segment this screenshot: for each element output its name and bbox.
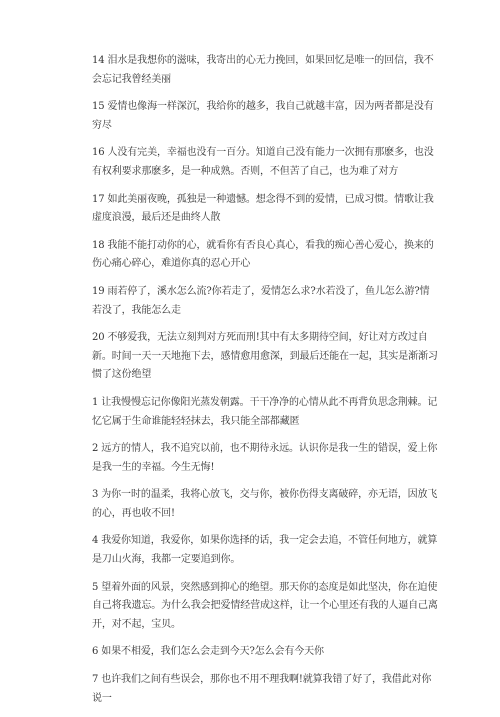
paragraph-4: 4 我爱你知道，我爱你，如果你选择的话，我一定会去追，不管任何地方，就算是刀山火海，我都一定要追到你。 [92, 535, 438, 566]
paragraph-19: 19 雨若停了，溪水怎么流?你若走了，爱情怎么求?水若没了，鱼儿怎么游?情若没了，我能怎么走 [92, 285, 430, 316]
paragraph-14: 14 泪水是我想你的滋味，我寄出的心无力挽回，如果回忆是唯一的回信，我不会忘记我曾经美丽 [92, 55, 434, 85]
paragraph-5: 5 望着外面的风景，突然感到抑心的绝望。那天你的态度是如此坚决，你在迫使自己将我遗忘。为什么我会把爱情经营成这样，让一个心里还有我的人逼自己离开，对不起，宝贝。 [92, 581, 438, 630]
paragraph-18: 18 我能不能打动你的心，就看你有否良心真心，看我的痴心善心爱心，换来的伤心痛心碎心，难道你真的忍心开心 [92, 239, 434, 270]
paragraph-15: 15 爱情也像海一样深沉，我给你的越多，我自己就越丰富，因为两者都是没有穷尽 [92, 101, 434, 131]
paragraph-20: 20 不够爱我，无法立刻判对方死而刑!其中有太多期待空间，好让对方改过自新。时间一天一天地拖下去，感情愈用愈深，到最后还能在一起，其实是渐渐习惯了这份绝望 [92, 332, 438, 381]
paragraph-7: 7 也许我们之间有些误会，那你也不用不理我啊!就算我错了好了，我借此对你说一 [92, 674, 432, 704]
document-body [92, 52, 438, 717]
paragraph-1: 1 让我慢慢忘记你像阳光蒸发朝露。干干净净的心情从此不再背负思念荆棘。记忆它属于生命谁能轻轻抹去，我只能全部都藏匿 [92, 396, 438, 427]
paragraph-2: 2 远方的情人，我不追究以前，也不期待永远。认识你是我一生的错误，爱上你是我一生的幸福。今生无悔! [92, 443, 438, 473]
paragraph-17: 17 如此美丽夜晚，孤独是一种遗憾。想念得不到的爱情，已成习惯。情歌让我虚度浪漫，最后还是曲终人散 [92, 193, 434, 224]
paragraph-3: 3 为你一时的温柔，我将心放飞，交与你，被你伤得支离破碎，亦无语，因放飞的心，再也收不回! [92, 489, 438, 519]
paragraph-6: 6 如果不相爱，我们怎么会走到今天?怎么会有今天你 [92, 646, 324, 658]
paragraph-16: 16 人没有完美，幸福也没有一百分。知道自己没有能力一次拥有那麽多，也没有权利要求那麽多，是一种成熟。否则，不但苦了自己，也为难了对方 [92, 147, 434, 177]
